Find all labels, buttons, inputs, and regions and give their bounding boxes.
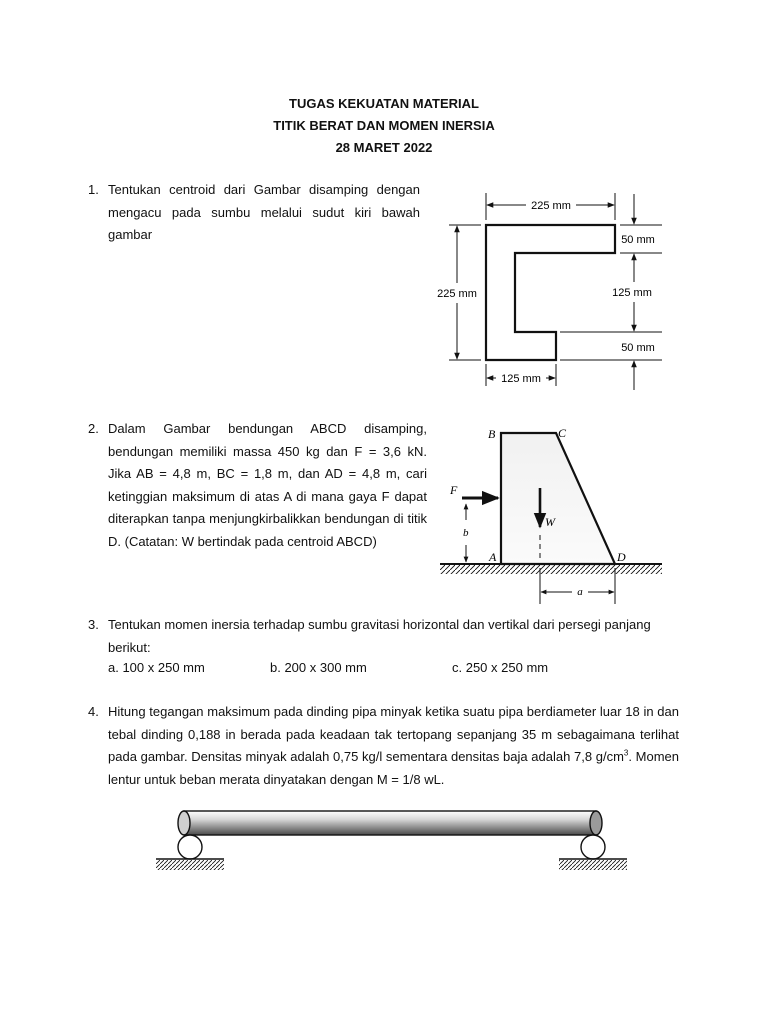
distance-a-label: a — [577, 586, 583, 598]
pipe-body — [184, 811, 596, 835]
figure-1-c-section — [425, 185, 665, 395]
left-roller-support — [178, 835, 202, 859]
header-title: TUGAS KEKUATAN MATERIAL — [289, 96, 479, 111]
question-3-number: 3. — [88, 617, 99, 632]
point-C-label: C — [558, 426, 567, 440]
point-D-label: D — [617, 550, 626, 564]
question-2-text: Dalam Gambar bendungan ABCD disamping, bendungan memiliki massa 450 kg dan F = 3,6 kN. Jika AB = 4,8 m, BC = 1,8 m, dan AD = 4,8 m, cari ketinggian maksimum di atas A di mana gaya F dapat diterapkan tanpa menjungkirbalikkan bendungan di titik D. (Catatan: W bertindak pada centroid ABCD) — [108, 421, 427, 549]
header-subtitle: TITIK BERAT DAN MOMEN INERSIA — [273, 118, 495, 133]
question-4-text — [108, 701, 679, 791]
height-b-label: b — [463, 527, 469, 539]
document-header — [0, 93, 768, 159]
question-4-text-main: Hitung tegangan maksimum pada dinding pipa minyak ketika suatu pipa berdiameter luar 18 in dan tebal dinding 0,188 in berada pada keadaan tak tertopang sepanjang 35 m sebagaimana terlihat pada gambar. Densitas minyak adalah 0,75 kg/l sementara densitas baja adalah 7,8 g/cm — [108, 704, 679, 764]
right-roller-support — [581, 835, 605, 859]
point-B-label: B — [488, 427, 496, 441]
dim-right-mid-label: 125 mm — [612, 287, 652, 299]
figure-4-pipe-beam — [150, 800, 640, 880]
question-4-text-end: . Momen lentur untuk beban merata dinyatakan dengan M = 1/8 wL. — [108, 749, 680, 787]
question-1-number: 1. — [88, 182, 99, 197]
dim-right-top-label: 50 mm — [621, 234, 655, 246]
dim-bottom-label: 125 mm — [501, 373, 541, 385]
c-section-outline — [486, 225, 615, 360]
pipe-right-end — [590, 811, 602, 835]
question-3-option-c: c. 250 x 250 mm — [452, 660, 549, 675]
pipe-left-end — [178, 811, 190, 835]
header-date: 28 MARET 2022 — [335, 140, 433, 155]
question-4-superscript: 3 — [623, 748, 629, 758]
right-support-hatch — [559, 860, 627, 870]
dim-left-label: 225 mm — [437, 288, 477, 300]
left-support-hatch — [156, 860, 224, 870]
question-2-number: 2. — [88, 421, 99, 436]
question-4-number: 4. — [88, 704, 99, 719]
point-A-label: A — [489, 550, 497, 564]
question-1-text: Tentukan centroid dari Gambar disamping dengan mengacu pada sumbu melalui sudut kiri bawah gambar — [108, 182, 420, 242]
weight-W-label: W — [545, 515, 555, 529]
dim-right-bottom-label: 50 mm — [621, 342, 655, 354]
force-F-label: F — [450, 483, 458, 497]
question-3-text: Tentukan momen inersia terhadap sumbu gravitasi horizontal dan vertikal dari persegi panjang berikut: — [108, 617, 651, 655]
dim-top-label: 225 mm — [531, 200, 571, 212]
dam-body — [501, 433, 615, 564]
question-3-option-a: a. 100 x 250 mm — [108, 660, 205, 675]
question-3-option-b: b. 200 x 300 mm — [270, 660, 367, 675]
figure-2-dam — [436, 420, 664, 610]
ground-hatch — [440, 565, 662, 574]
